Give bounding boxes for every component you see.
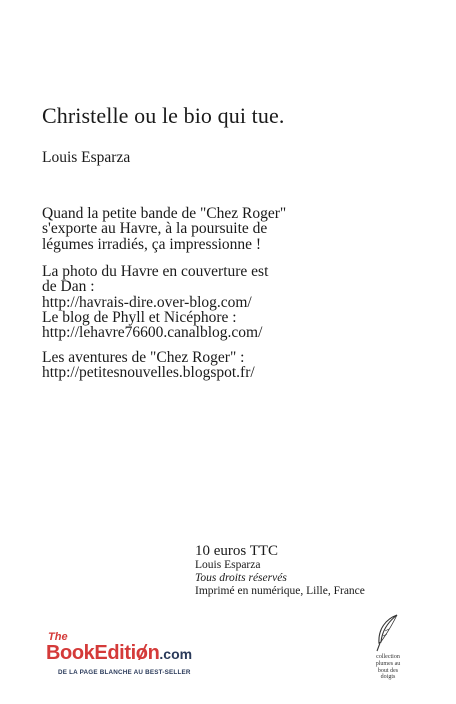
photo-credit-url: http://havrais-dire.over-blog.com/ [42,293,252,311]
bookedition-logo [46,631,246,681]
logo-slashed-o: o [136,642,148,665]
blurb-line: légumes irradiés, ça impressionne ! [42,235,262,253]
blurb-line: de Dan : [42,278,95,296]
collection-line: bout des [377,667,399,674]
author-name: Louis Esparza [42,149,131,166]
adventures-url: http://petitesnouvelles.blogspot.fr/ [42,364,255,382]
price: 10 euros TTC [195,543,279,559]
collection-line: collection [376,654,400,660]
book-title: Christelle ou le bio qui tue. [42,103,285,128]
blurb-line: La photo du Havre en couverture est [42,263,269,280]
rights-notice: Tous droits réservés [195,572,287,584]
logo-name-part2: n [147,642,160,664]
collection-line: plumes au [375,660,401,667]
blurb-line: Le blog de Phyll et Nicéphore : [42,308,237,326]
blurb-line: s'exporte au Havre, à la poursuite de [42,220,268,238]
quill-feather-icon [372,613,402,653]
logo-domain: .com [159,646,193,662]
print-notice: Imprimé en numérique, Lille, France [195,585,365,597]
logo-wordmark [46,642,192,665]
logo-name-part1: BookEditi [46,642,136,664]
logo-the: The [48,631,68,643]
colophon-author: Louis Esparza [195,559,261,571]
blurb-paragraph-1 [42,206,286,252]
collection-line: doigts [380,674,396,681]
blurb-line: Quand la petite bande de "Chez Roger" [42,205,287,222]
collection-label [370,654,406,681]
blurb-paragraph-2 [42,264,268,340]
blurb-line: Les aventures de "Chez Roger" : [42,349,245,366]
blog-url: http://lehavre76600.canalblog.com/ [42,324,263,342]
colophon [195,543,365,598]
blurb-paragraph-3 [42,350,255,381]
logo-tagline: DE LA PAGE BLANCHE AU BEST-SELLER [58,669,191,676]
